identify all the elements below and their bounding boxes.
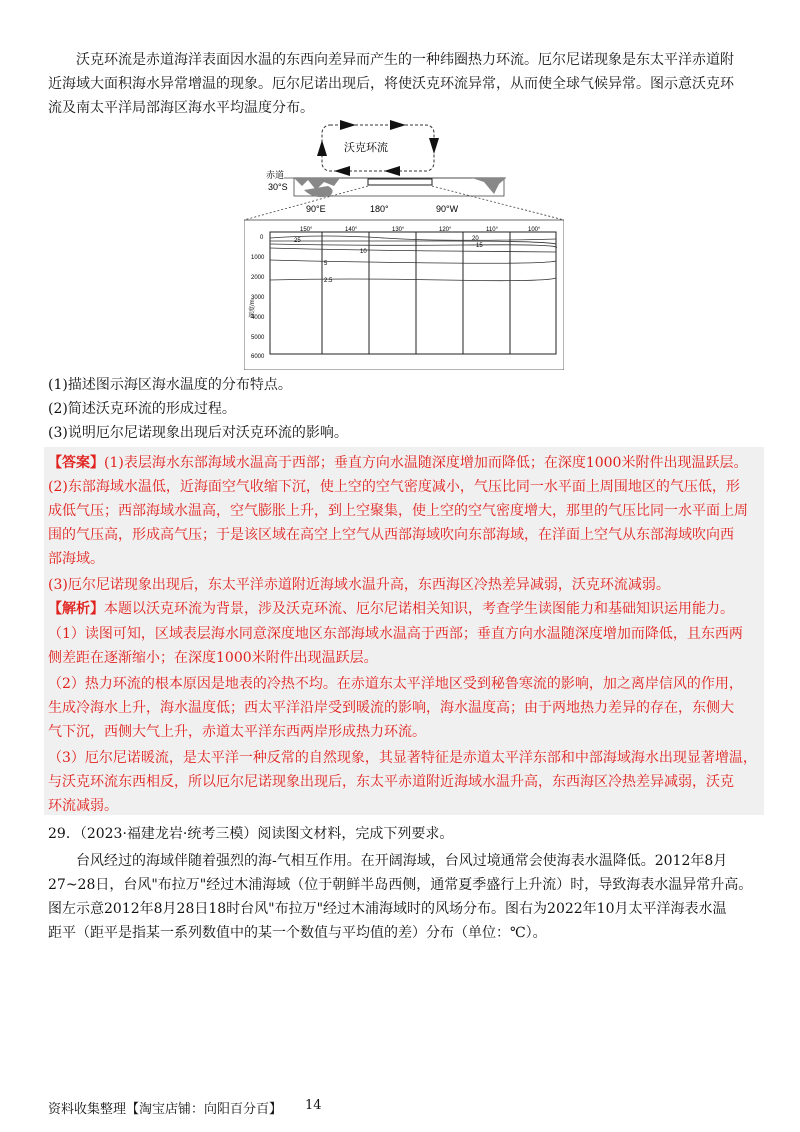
lon-label-180: 180° [370, 204, 389, 214]
answer-tag: 【答案】 [48, 455, 104, 471]
depth-tick: 1000 [251, 255, 265, 261]
analysis-intro: 本题以沃克环流为背景，涉及沃克环流、厄尔尼诺相关知识，考查学生读图能力和基础知识运用能力。 [104, 601, 734, 617]
question-29-header: 29．（2023·福建龙岩·统考三模）阅读图文材料，完成下列要求。 [48, 826, 454, 842]
question-29-line-2: 27~28日，台风"布拉万"经过木浦海域（位于朝鲜半岛西侧，通常夏季盛行上升流）时，导致海表水温异常升高。 [48, 877, 753, 893]
answer-3: (3)厄尔尼诺现象出现后，东太平洋赤道附近海域水温升高，东西海区冷热差异减弱，沃克环流减弱。 [48, 577, 670, 593]
arrow-down-icon [429, 138, 439, 154]
footer-source: 资料收集整理【淘宝店铺：向阳百分百】 [48, 1102, 283, 1117]
lon-label-90e: 90°E [306, 204, 326, 214]
equator-label: 赤道 [266, 170, 285, 180]
analysis-2-line-1: （2）热力环流的根本原因是地表的冷热不均。在赤道东太平洋地区受到秘鲁寒流的影响，加之离岸信风的作用， [48, 676, 743, 692]
analysis-2-line-2: 生成冷海水上升，海水温度低；西太平洋沿岸受到暖流的影响，海水温度高；由于两地热力差异的存在，东侧大 [48, 700, 734, 716]
analysis-3-line-1: （3）厄尔尼诺暖流，是太平洋一种反常的自然现象，其显著特征是赤道太平洋东部和中部海域海水出现显著增温， [48, 750, 757, 766]
answer-1: (1)表层海水东部海域水温高于西部；垂直方向水温随深度增加而降低；在深度1000米附件出现温跃层。 [104, 455, 748, 471]
tick-label: 110° [486, 227, 498, 233]
depth-tick: 3000 [251, 295, 265, 301]
intro-line-1: 沃克环流是赤道海洋表面因水温的东西向差异而产生的一种纬圈热力环流。厄尔尼诺现象是东太平洋赤道附 [76, 52, 734, 68]
page-number: 14 [305, 1098, 322, 1113]
intro-line-2: 近海域大面积海水异常增温的现象。厄尔尼诺出现后，将使沃克环流异常，从而使全球气候异常。图示意沃克环 [48, 76, 734, 92]
analysis-3-line-3: 环流减弱。 [48, 798, 118, 814]
arrow-right-icon [390, 120, 406, 130]
depth-tick: 5000 [251, 335, 265, 341]
depth-tick: 6000 [251, 354, 265, 360]
question-29-line-4: 距平（距平是指某一系列数值中的某一个数值与平均值的差）分布（单位：℃）。 [48, 925, 547, 941]
tick-label: 120° [439, 227, 452, 233]
tick-label: 130° [392, 227, 405, 233]
answer-2-line-1: (2)东部海域水温低，近海面空气收缩下沉，使上空的空气密度减小，气压比同一水平面上周围地区的气压低，形 [48, 479, 740, 495]
lon-label-90w: 90°W [436, 204, 459, 214]
depth-tick: 0 [260, 235, 264, 241]
latitude-label: 30°S [268, 182, 288, 192]
isotherm-label: 25 [294, 238, 301, 244]
depth-tick: 4000 [251, 315, 265, 321]
isotherm-label: 15 [476, 243, 483, 249]
answer-2-line-4: 部海域。 [48, 551, 104, 567]
tick-label: 100° [528, 227, 541, 233]
analysis-tag: 【解析】 [48, 601, 104, 617]
tick-label: 150° [300, 227, 313, 233]
isotherm-label: 10 [360, 249, 367, 255]
isotherm-label: 2.5 [324, 278, 333, 284]
question-1: (1)描述图示海区海水温度的分布特点。 [48, 377, 292, 393]
arrow-left-icon [384, 166, 400, 176]
arrow-up-icon [317, 140, 327, 156]
analysis-1-line-2: 侧差距在逐渐缩小；在深度1000米附件出现温跃层。 [48, 650, 378, 666]
analysis-3-line-2: 与沃克环流东西相反，所以厄尔尼诺现象出现后，东太平赤道附近海域水温升高，东西海区冷热差异减弱，沃克 [48, 774, 734, 790]
answer-2-line-3: 围的气压高，形成高气压；于是该区域在高空上空气从西部海域吹向东部海域，在洋面上空气从东部海域吹向西 [48, 527, 734, 543]
answer-2-line-2: 成低气压；西部海域水温高，空气膨胀上升，到上空聚集，使上空的空气密度增大，那里的气压比同一水平面上周 [48, 503, 748, 519]
walker-label: 沃克环流 [344, 142, 388, 154]
isotherm-label: 20 [472, 236, 479, 242]
answer-line-1 [48, 451, 764, 475]
question-29-line-3: 图左示意2012年8月28日18时台风"布拉万"经过木浦海域时的风场分布。图右为2022年10月太平洋海表水温 [48, 901, 727, 917]
analysis-2-line-3: 气下沉，西侧大气上升，赤道太平洋东西两岸形成热力环流。 [48, 724, 426, 740]
question-3: (3)说明厄尔尼诺现象出现后对沃克环流的影响。 [48, 425, 348, 441]
question-29-line-1: 台风经过的海域伴随着强烈的海-气相互作用。在开阔海域，台风过境通常会使海表水温降低。2012年8月 [76, 853, 728, 869]
analysis-intro-line [48, 597, 764, 621]
intro-line-3: 流及南太平洋局部海区海水平均温度分布。 [48, 100, 314, 116]
question-2: (2)简述沃克环流的形成过程。 [48, 401, 236, 417]
tick-label: 140° [345, 227, 358, 233]
walker-circulation-figure [244, 120, 564, 370]
arrow-right-icon [340, 120, 356, 130]
depth-axis-label: 深度/m [250, 299, 256, 318]
analysis-1-line-1: （1）读图可知，区域表层海水同意深度地区东部海域水温高于西部；垂直方向水温随深度增加而降低，且东西两 [48, 626, 743, 642]
depth-tick: 2000 [251, 275, 265, 281]
isotherm-label: 5 [324, 261, 328, 267]
arrow-left-icon [334, 166, 350, 176]
